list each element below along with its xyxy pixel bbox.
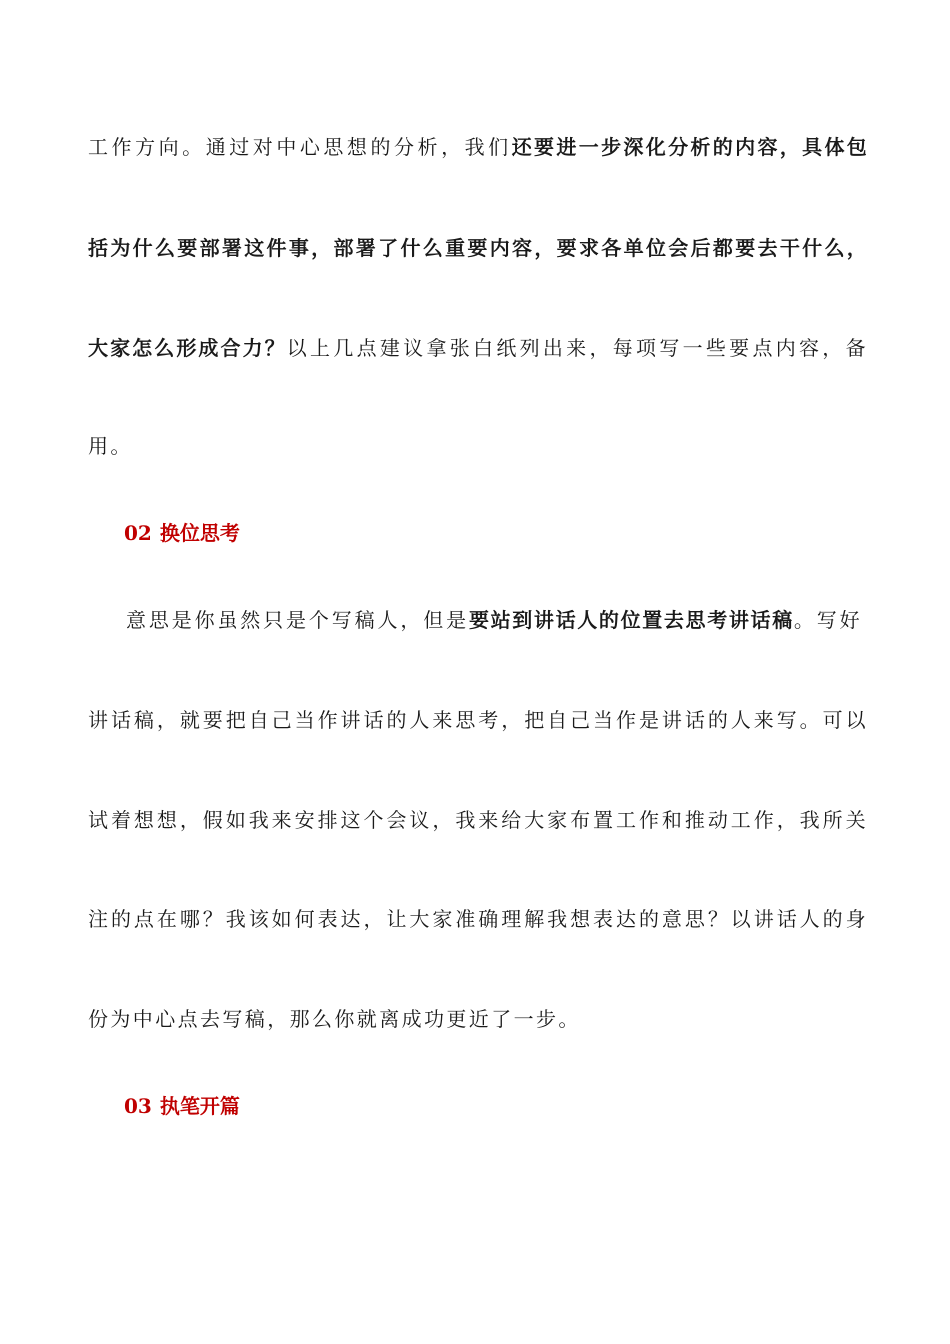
section-heading-02-title: 换位思考 (159, 521, 240, 545)
paragraph-1-line-2 (88, 234, 868, 262)
paragraph-1-line-1-text: 工作方向。通过对中心思想的分析，我们 (88, 135, 512, 159)
paragraph-2-line-4: 注的点在哪？我该如何表达，让大家准确理解我想表达的意思？以讲话人的身 (88, 907, 868, 931)
paragraph-2-line-1 (126, 606, 862, 634)
section-heading-03 (124, 1092, 240, 1120)
section-heading-02-number: 02 (124, 521, 152, 545)
paragraph-2-line-2: 讲话稿，就要把自己当作讲话的人来思考，把自己当作是讲话的人来写。可以 (88, 708, 868, 732)
paragraph-1-line-1 (88, 133, 868, 161)
paragraph-1-line-3 (88, 334, 868, 362)
section-heading-02 (124, 519, 240, 547)
paragraph-1-line-2-bold: 括为什么要部署这件事，部署了什么重要内容，要求各单位会后都要去干什么， (88, 236, 868, 260)
paragraph-1-line-3-text: 以上几点建议拿张白纸列出来，每项写一些要点内容，备 (286, 336, 868, 360)
paragraph-2-line-1-text-b: 。写好 (793, 608, 862, 632)
paragraph-2-line-3: 试着想想，假如我来安排这个会议，我来给大家布置工作和推动工作，我所关 (88, 808, 868, 832)
section-heading-03-number: 03 (124, 1094, 152, 1118)
paragraph-1-line-4 (88, 432, 868, 460)
paragraph-1-line-1-bold: 还要进一步深化分析的内容，具体包 (511, 135, 869, 159)
paragraph-1-line-4-text: 用。 (88, 434, 133, 458)
paragraph-2-line-1-bold: 要站到讲话人的位置去思考讲话稿 (468, 608, 794, 632)
paragraph-2-line-5: 份为中心点去写稿，那么你就离成功更近了一步。 (88, 1007, 581, 1031)
paragraph-2-line-1-text-a: 意思是你虽然只是个写稿人，但是 (126, 608, 469, 632)
section-heading-03-title: 执笔开篇 (159, 1094, 240, 1118)
paragraph-1-line-3-bold: 大家怎么形成合力？ (88, 336, 287, 360)
